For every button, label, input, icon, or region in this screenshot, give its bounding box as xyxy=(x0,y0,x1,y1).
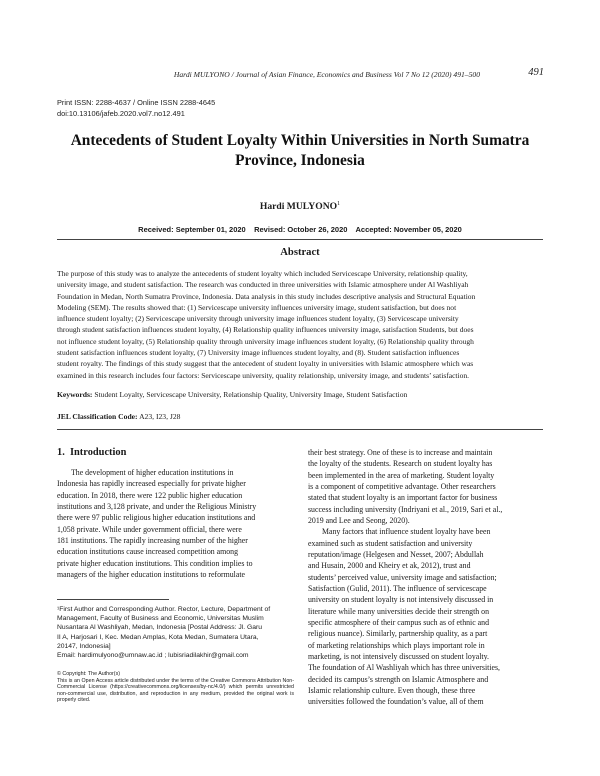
section-heading-introduction: 1. Introduction xyxy=(57,447,127,458)
body-line: stated that student loyalty is an important factor for business xyxy=(308,493,498,503)
body-line: institutions and 3,128 private, and under the Religious Ministry xyxy=(57,501,257,511)
abstract-line: The purpose of this study was to analyze the antecedents of student loyalty which included Servicescape University, relationship quality, xyxy=(57,269,468,278)
copyright-line: © Copyright: The Author(s) xyxy=(57,671,120,677)
divider-top xyxy=(57,239,543,240)
footnote-line: Nusantara Al Washliyah, Medan, Indonesia [Postal Address: Jl. Garu xyxy=(57,624,262,632)
body-line: decided its campus’s strength on Islamic Atmosphere and xyxy=(308,674,489,684)
abstract-line: through student satisfaction influences student loyalty, (4) Relationship quality influences university image, satisfaction Students, but does xyxy=(57,325,474,335)
body-line: the loyalty of the students. Research on student loyalty has xyxy=(308,459,493,469)
body-line: 2019 and Lee and Seong, 2020). xyxy=(308,515,410,525)
abstract-line: Foundation in Medan, North Sumatra Province, Indonesia. Data analysis in this study includes descriptive analysis and Structural Equation xyxy=(57,291,476,301)
body-line: universities followed the foundation’s value, all of them xyxy=(308,697,484,707)
body-line: Islamic relationship culture. Even though, these three xyxy=(308,685,476,695)
abstract-heading: Abstract xyxy=(280,247,320,258)
body-line: their best strategy. One of these is to increase and maintain xyxy=(308,448,493,457)
body-line: education. In 2018, there were 122 public higher education xyxy=(57,490,243,500)
author-text: Hardi MULYONO xyxy=(259,201,338,213)
body-line: reputation/image (Helgesen and Nesset, 2007; Abdullah xyxy=(308,549,484,559)
body-line: education institutions cause increased competition among xyxy=(57,547,239,557)
footnote-line: ¹First Author and Corresponding Author. Rector, Lecture, Department of xyxy=(57,606,271,613)
dates-text: Received: September 01, 2020 Revised: October 26, 2020 Accepted: November 05, 2020 xyxy=(138,225,462,234)
abstract-line: student royalty. The findings of this study suggest that the antecedent of student loyalty in universities with Islamic atmosphere which was xyxy=(57,359,474,369)
body-line: of marketing relationships which plays important role in xyxy=(308,640,485,650)
body-line: specific atmosphere of their campus such as of ethnic and xyxy=(308,617,489,627)
keywords-text: Student Loyalty, Servicescape University, Relationship Quality, University Image, Student Satisfaction xyxy=(92,390,408,399)
issn-block xyxy=(57,98,215,119)
abstract-line: examined in this research includes four factors: Servicescape university, quality relationship, university image, and students’ satisfaction. xyxy=(57,370,469,380)
body-line: religious nuance). Similarly, partnership quality, as a part xyxy=(308,629,488,639)
body-line: there were 97 public religious higher education institutions and xyxy=(57,513,256,523)
page-number: 491 xyxy=(528,67,544,78)
footnote-line: 20147, Indonesia] xyxy=(57,642,111,650)
body-line: Many factors that influence student loyalty have been xyxy=(322,527,491,537)
body-line: been implemented in the area of marketing. Student loyalty xyxy=(308,470,495,480)
copyright-notice xyxy=(57,671,294,704)
abstract-body xyxy=(57,268,543,381)
abstract-line: not influence student loyalty, (5) Relationship quality through university image influences student loyalty, (6) Relationship quality through xyxy=(57,336,474,346)
body-line: marketing, is not intensively discussed on student loyalty. xyxy=(308,651,489,661)
jel-label: JEL Classification Code: xyxy=(57,412,138,421)
jel-classification xyxy=(57,412,543,421)
footnote-line: Management, Faculty of Business and Economic, Universitas Muslim xyxy=(57,615,264,623)
article-title xyxy=(40,131,560,171)
abstract-line: Modeling (SEM). The results showed that: (1) Servicescape university influences university image, student satisfaction, but does not xyxy=(57,302,457,312)
body-line: The development of higher education institutions in xyxy=(71,468,234,477)
author-footnote xyxy=(57,605,294,660)
abstract-line: influence student loyalty; (2) Servicescape university through university image influences student loyalty, (3) Servicescape university xyxy=(57,314,459,324)
title-line-1: Antecedents of Student Loyalty Within Universities in North Sumatra xyxy=(70,132,530,149)
divider-bottom xyxy=(57,429,543,430)
intro-right-column xyxy=(308,447,543,708)
intro-left-column xyxy=(57,467,292,580)
author-name xyxy=(0,201,600,212)
body-line: success including university (Indriyani et al., 2019, Sari et al., xyxy=(308,504,503,514)
received-dates xyxy=(0,225,600,234)
keywords xyxy=(57,390,543,399)
footnote-email: Email: hardimulyono@umnaw.ac.id ; lubisriadilakhir@gmail.com xyxy=(57,652,249,660)
body-line: The foundation of Al Washliyah which has three universities, xyxy=(308,663,501,673)
keywords-label: Keywords: xyxy=(57,390,93,399)
body-line: 1,058 private. While under government official, there were xyxy=(57,524,242,534)
jel-text: A23, I23, J28 xyxy=(137,412,181,421)
body-line: 181 institutions. The rapidly increasing number of the higher xyxy=(57,535,248,545)
doi-line: doi:10.13106/jafeb.2020.vol7.no12.491 xyxy=(57,108,185,118)
abstract-line: student satisfaction influences student loyalty, (7) University image influences student loyalty, and (8). Student satisfaction influences xyxy=(57,348,460,358)
body-line: students’ perceived value, university image and satisfaction; xyxy=(308,572,497,582)
body-line: private higher education institutions. This condition implies to xyxy=(57,558,253,568)
body-line: is a component of competitive advantage. Other researchers xyxy=(308,481,496,491)
body-line: managers of the higher education institutions to reformulate xyxy=(57,569,245,579)
issn-line: Print ISSN: 2288-4637 / Online ISSN 2288-4645 xyxy=(57,98,216,107)
body-line: Indonesia has rapidly increased especially for private higher xyxy=(57,479,246,489)
footnote-divider xyxy=(57,599,169,600)
running-head: Hardi MULYONO / Journal of Asian Finance, Economics and Business Vol 7 No 12 (2020) 491–500 xyxy=(173,70,480,79)
body-line: examined such as student satisfaction and university xyxy=(308,538,473,548)
license-text: This is an Open Access article distributed under the terms of the Creative Commons Attribution Non-Commercial License (https://creativecommons.org/licenses/by-nc/4.0/) which permits unrestricted non-commercial use, distribution, and reproduction in any medium, provided the original work is properly cited. xyxy=(57,677,294,704)
body-line: literature while many universities decide their strength on xyxy=(308,606,490,616)
abstract-line: university image, and student satisfaction. The research was conducted in three universities with Islamic atmosphere under Al Washliyah xyxy=(57,280,469,290)
footnote-line: II A, Harjosari I, Kec. Medan Amplas, Kota Medan, Sumatera Utara, xyxy=(57,633,259,641)
body-line: and Husain, 2000 and Kheiry et ak, 2012), trust and xyxy=(308,561,471,571)
body-line: university on student loyalty is not intensively discussed in xyxy=(308,595,494,605)
title-line-2: Province, Indonesia xyxy=(235,152,365,169)
body-line: Satisfaction (Gulid, 2011). The influence of servicescape xyxy=(308,583,487,593)
author-marker: 1 xyxy=(337,201,341,207)
